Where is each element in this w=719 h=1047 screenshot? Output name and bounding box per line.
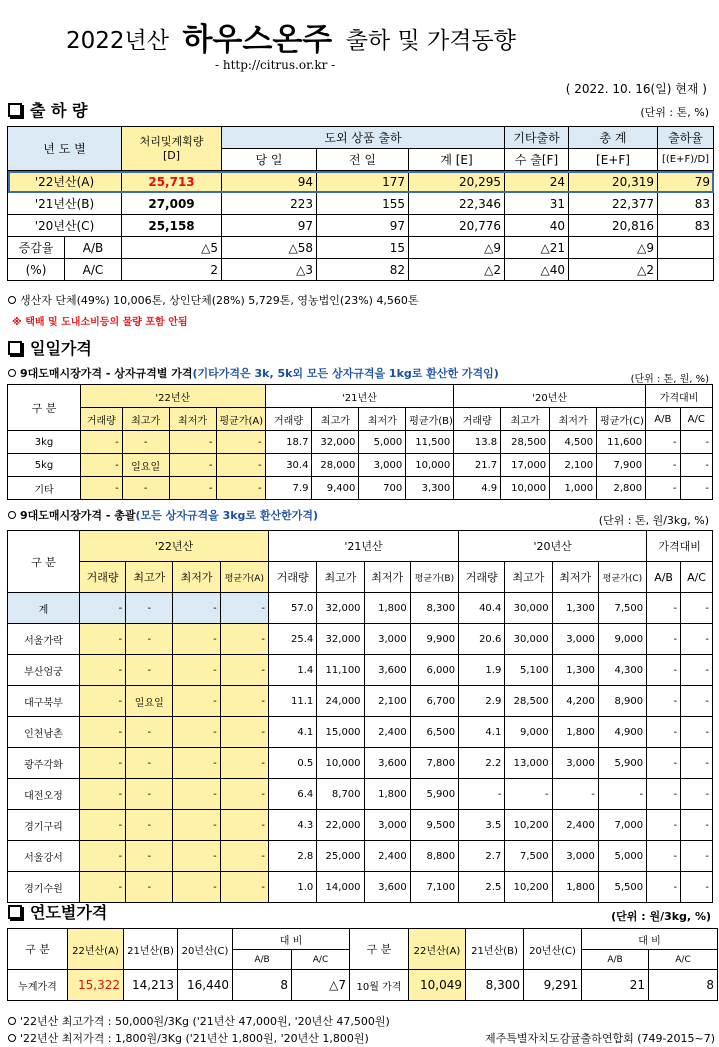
checkbox-icon [8, 905, 22, 919]
size-price-table: 구 분 '22년산 '21년산 '20년산 가격대비 거래량 최고가 최저가 평균가(A) 거래량 최고가 최저가 평균가(B) 거래량 최고가 최저가 평균가(C) A/B A/C 3kg - - - - 18.7 32,000 5,000 11,500 13.8 28,500 4,500 11,600 - - 5kg - 일요일 - - 30.4 28,000 3,000 10,000 21.7 17,000 2,100 7,900 - - 기타 - - - - 7.9 9,400 700 3,300 4.9 10,000 1,000 2,800 - - [7, 384, 713, 500]
url: - http://citrus.or.kr - [215, 58, 336, 72]
h-year: 년 도 별 [8, 127, 122, 171]
circle-icon [8, 511, 16, 519]
h-efd: [(E+F)/D] [658, 149, 714, 171]
table-row: 서울가락 - - - - 25.4 32,000 3,000 9,900 20.6 30,000 3,000 9,000 - - [8, 624, 713, 655]
yearly-section-title: 연도별가격 [8, 900, 107, 923]
table-row: 경기수원 - - - - 1.0 14,000 3,600 7,100 2.5 10,200 1,800 5,500 - - [8, 872, 713, 903]
table-row: 3kg - - - - 18.7 32,000 5,000 11,500 13.8 28,500 4,500 11,600 - - [8, 431, 713, 454]
t1-caption: 9대도매시장가격 - 상자규격별 가격(기타가격은 3k, 5k외 모든 상자규격을 1kg로 환산한 가격임) [8, 365, 499, 381]
checkbox-icon [8, 103, 22, 117]
circle-icon [8, 1034, 16, 1042]
ship-note: 생산자 단체(49%) 10,006톤, 상인단체(28%) 5,729톤, 영농법인(23%) 4,560톤 [8, 292, 419, 308]
title [66, 14, 516, 59]
h-today: 당 일 [222, 149, 317, 171]
circle-icon [8, 296, 16, 304]
h-total: 총 계 [569, 127, 658, 149]
org-name: 제주특별자치도감귤출하연합회 (749-2015~7) [484, 1032, 715, 1045]
yearly-unit: (단위 : 원/3kg, %) [611, 910, 711, 923]
t1-unit: (단위 : 톤, 원, %) [630, 374, 709, 385]
checkbox-icon [8, 341, 22, 355]
h-plan: 처리및계획량 [D] [122, 127, 222, 171]
table-row: 인천남촌 - - - - 4.1 15,000 2,400 6,500 4.1 9,000 1,800 4,900 - - [8, 717, 713, 748]
h-y21: '21년산 [265, 385, 454, 408]
daily-section-title: 일일가격 [8, 336, 92, 359]
ship-note-red: ※ 택배 및 도내소비등의 물량 포함 안됨 [12, 317, 188, 328]
table-row: 대구북부 - 일요일 - - 11.1 24,000 2,100 6,700 2.9 28,500 4,200 8,900 - - [8, 686, 713, 717]
ship-unit: (단위 : 톤, %) [640, 106, 709, 119]
table-row: 서울강서 - - - - 2.8 25,000 2,400 8,800 2.7 7,500 3,000 5,000 - - [8, 841, 713, 872]
report-date: ( 2022. 10. 16(일) 현재 ) [565, 82, 707, 96]
ship-row-ac: (%) A/C 2 △3 82 △2 △40 △2 [8, 259, 714, 281]
h-gubun: 구 분 [8, 385, 81, 431]
yearly-row: 누계가격 15,322 14,213 16,440 8 △7 10월 가격 10,049 8,300 9,291 21 8 [8, 970, 718, 1001]
yearly-note-min: '22년산 최저가격 : 1,800원/3Kg ('21년산 1,800원, '20년산 1,800원) [8, 1030, 369, 1046]
ship-row-a: '22년산(A) 25,713 94 177 20,295 24 20,319 79 [8, 171, 714, 193]
ship-row-ab: 증감율 A/B △5 △58 15 △9 △21 △9 [8, 237, 714, 259]
h-cmp: 가격대비 [646, 385, 713, 408]
h-etc: 기타출하 [505, 127, 569, 149]
ship-row-c: '20년산(C) 25,158 97 97 20,776 40 20,816 83 [8, 215, 714, 237]
t2-caption: 9대도매시장가격 - 총괄(모든 상자규격을 3kg로 환산한가격) [8, 507, 318, 523]
t2-unit: (단위 : 톤, 원/3kg, %) [598, 514, 709, 527]
h-y20: '20년산 [454, 385, 646, 408]
ship-table [7, 126, 714, 281]
h-sum: 계 [E] [409, 149, 505, 171]
h-y22: '22년산 [80, 385, 265, 408]
title-subtitle: 출하 및 가격동향 [345, 28, 516, 54]
yearly-note-max: '22년산 최고가격 : 50,000원/3Kg ('21년산 47,000원, '20년산 47,500원) [8, 1013, 390, 1029]
h-prev: 전 일 [317, 149, 409, 171]
h-rate: 출하율 [658, 127, 714, 149]
h-island: 도외 상품 출하 [222, 127, 505, 149]
h-ef: [E+F] [569, 149, 658, 171]
yearly-price-table: 구 분 22년산(A) 21년산(B) 20년산(C) 대 비 구 분 22년산(A) 21년산(B) 20년산(C) 대 비 A/B A/C A/B A/C 누계가격 15,322 14,213 16,440 8 △7 10월 가격 10,049 8,300 9,291 21 8 [7, 928, 718, 1001]
market-price-table: 구 분 '22년산 '21년산 '20년산 가격대비 거래량 최고가 최저가 평균가(A) 거래량 최고가 최저가 평균가(B) 거래량 최고가 최저가 평균가(C) A/B A/C 계 - - - - 57.0 32,000 1,800 8,300 40.4 30,000 1,300 7,500 - - 서울가락 - - - - 25.4 32,000 3,000 9,900 20.6 30,000 3,000 9,000 - - 부산엄궁 - - - - 1.4 11,100 3,600 6,000 1.9 5,100 1,300 4,300 - - 대구북부 - 일요일 - - 11.1 24,000 2,100 6,700 2.9 28,500 4,200 8,900 - - 인천남촌 - - - - 4.1 15,000 2,400 6,500 4.1 9,000 1,800 4,900 - - 광주각화 - - - - 0.5 10,000 3,600 7,800 2.2 13,000 3,000 5,900 - - 대전오정 - - - - 6.4 8,700 1,800 5,900 - - - - - - 경기구리 - - - - 4.3 22,000 3,000 9,500 3.5 10,200 2,400 7,000 - - 서울강서 - - - - 2.8 25,000 2,400 8,800 2.7 7,500 3,000 5,000 - - 경기수원 - - - - 1.0 14,000 3,600 7,100 2.5 10,200 1,800 5,500 - - [7, 530, 713, 903]
ship-section-title: 출 하 량 [8, 98, 88, 121]
circle-icon [8, 1017, 16, 1025]
table-row: 부산엄궁 - - - - 1.4 11,100 3,600 6,000 1.9 5,100 1,300 4,300 - - [8, 655, 713, 686]
table-row: 경기구리 - - - - 4.3 22,000 3,000 9,500 3.5 10,200 2,400 7,000 - - [8, 810, 713, 841]
h-out: 수 출[F] [505, 149, 569, 171]
circle-icon [8, 369, 16, 377]
table-row: 광주각화 - - - - 0.5 10,000 3,600 7,800 2.2 13,000 3,000 5,900 - - [8, 748, 713, 779]
table-row: 기타 - - - - 7.9 9,400 700 3,300 4.9 10,000 1,000 2,800 - - [8, 477, 713, 500]
ship-row-b: '21년산(B) 27,009 223 155 22,346 31 22,377 83 [8, 193, 714, 215]
table-row: 대전오정 - - - - 6.4 8,700 1,800 5,900 - - - - - - [8, 779, 713, 810]
title-product: 하우스온주 [182, 22, 333, 58]
title-year: 2022년산 [66, 28, 169, 54]
h-gubun: 구 분 [8, 531, 80, 593]
table-row: 계 - - - - 57.0 32,000 1,800 8,300 40.4 30,000 1,300 7,500 - - [8, 593, 713, 624]
table-row: 5kg - 일요일 - - 30.4 28,000 3,000 10,000 21.7 17,000 2,100 7,900 - - [8, 454, 713, 477]
